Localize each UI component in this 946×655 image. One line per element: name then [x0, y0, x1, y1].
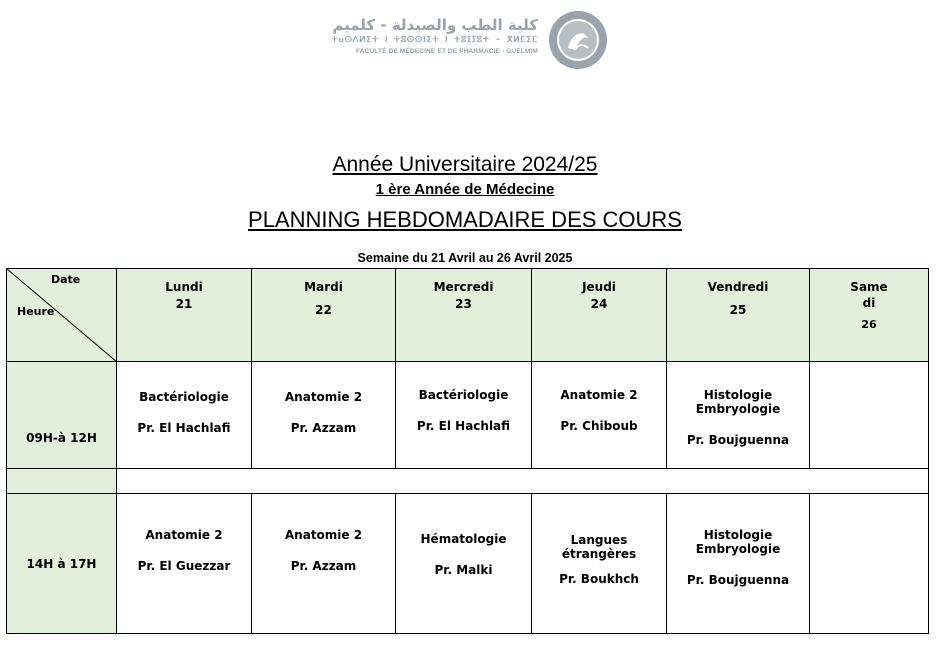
professor-name: Pr. El Guezzar — [137, 559, 231, 573]
day-name: Jeudi — [582, 280, 616, 294]
day-header-wednesday — [396, 269, 532, 362]
course-cell — [252, 494, 396, 634]
day-header-tuesday — [252, 269, 396, 362]
professor-name: Pr. Boukhch — [559, 572, 639, 586]
faculty-logo — [322, 10, 610, 70]
corner-date-label: Date — [51, 273, 81, 286]
corner-heure-label: Heure — [17, 305, 55, 318]
professor-name: Pr. Malki — [434, 563, 493, 577]
course-name: Histologie Embryologie — [695, 388, 781, 416]
break-time-cell — [7, 469, 117, 494]
course-name: Bactériologie — [139, 390, 229, 404]
break-row — [7, 469, 929, 494]
university-seal-icon — [548, 10, 608, 70]
day-number: 21 — [175, 297, 193, 311]
course-name: Anatomie 2 — [145, 528, 223, 542]
academic-year-title: Année Universitaire 2024/25 — [332, 153, 598, 176]
course-cell — [667, 494, 810, 634]
corner-cell — [7, 269, 117, 362]
course-name: Langues étrangères — [561, 533, 637, 561]
course-cell — [252, 362, 396, 469]
professor-name: Pr. Chiboub — [560, 419, 638, 433]
day-name: Lundi — [165, 280, 203, 294]
time-cell — [7, 494, 117, 634]
day-number: 22 — [315, 303, 332, 317]
day-name: Same di — [850, 280, 888, 310]
course-name: Hématologie — [420, 532, 507, 546]
day-header-friday — [667, 269, 810, 362]
schedule-table — [6, 268, 929, 634]
course-cell-empty — [810, 494, 929, 634]
header-row — [7, 269, 929, 362]
time-label: 14H à 17H — [26, 556, 97, 571]
morning-slot-row — [7, 362, 929, 469]
professor-name: Pr. El Hachlafi — [137, 421, 231, 435]
day-header-saturday — [810, 269, 929, 362]
course-name: Bactériologie — [418, 388, 509, 402]
faculty-name-tifinagh: ⵜⴰⵙⴷⵍⵉⵜ ⵏ ⵜⵓⵙⵙⵏⵉⵜ ⵏ ⵜⵓⵊⵊⵓⵜ - ⴳⵍⵎⵉⵎ — [331, 35, 538, 45]
time-label: 09H-à 12H — [26, 431, 97, 445]
course-name: Histologie Embryologie — [695, 528, 781, 556]
afternoon-slot-row — [7, 494, 929, 634]
course-name: Anatomie 2 — [284, 528, 363, 542]
day-number: 25 — [729, 303, 747, 317]
day-number: 24 — [590, 297, 608, 311]
professor-name: Pr. Azzam — [290, 559, 357, 573]
faculty-name-arabic: كلية الطب والصيدلة - كلميم — [332, 16, 538, 34]
course-cell — [396, 362, 532, 469]
day-name: Mercredi — [433, 280, 494, 294]
day-number: 26 — [861, 318, 877, 331]
day-name: Mardi — [304, 280, 343, 294]
faculty-name-block — [322, 10, 538, 57]
day-number: 23 — [455, 297, 472, 311]
course-cell — [117, 494, 252, 634]
course-cell — [532, 362, 667, 469]
course-name: Anatomie 2 — [560, 388, 638, 402]
course-cell-empty — [810, 362, 929, 469]
professor-name: Pr. Boujguenna — [686, 433, 790, 447]
week-range: Semaine du 21 Avril au 26 Avril 2025 — [357, 251, 573, 265]
course-cell — [532, 494, 667, 634]
professor-name: Pr. Azzam — [290, 421, 357, 435]
course-cell — [396, 494, 532, 634]
day-header-thursday — [532, 269, 667, 362]
time-cell — [7, 362, 117, 469]
faculty-name-french: FACULTÉ DE MÉDECINE ET DE PHARMACIE - GUELMIM — [355, 48, 538, 55]
day-name: Vendredi — [707, 280, 769, 294]
professor-name: Pr. El Hachlafi — [416, 419, 511, 433]
course-name: Anatomie 2 — [284, 390, 363, 404]
study-level-title: 1 ère Année de Médecine — [375, 181, 555, 198]
course-cell — [117, 362, 252, 469]
professor-name: Pr. Boujguenna — [686, 573, 790, 587]
planning-title: PLANNING HEBDOMADAIRE DES COURS — [248, 207, 682, 232]
break-cell — [117, 469, 929, 494]
day-header-monday — [117, 269, 252, 362]
course-cell — [667, 362, 810, 469]
